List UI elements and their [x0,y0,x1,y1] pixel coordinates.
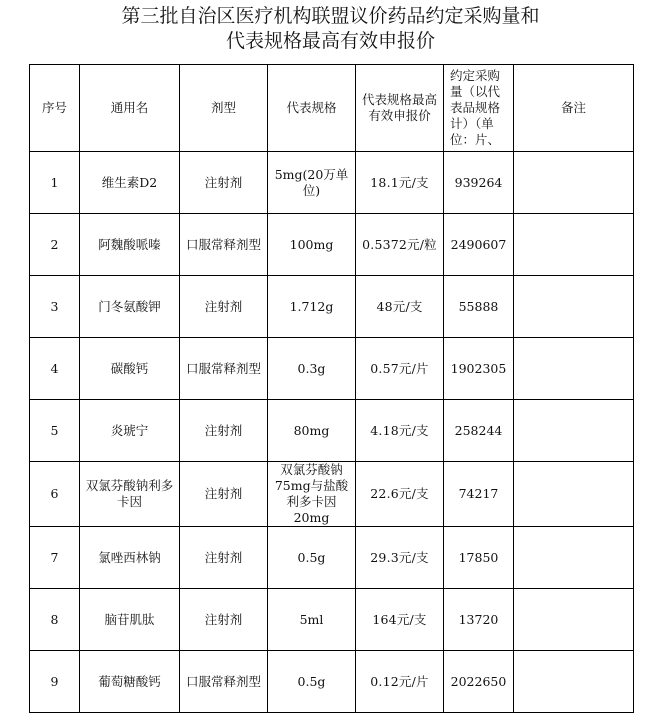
document-title [0,4,661,54]
cell-price: 48元/支 [356,276,444,338]
cell-name: 脑苷肌肽 [80,589,180,651]
cell-quantity: 17850 [444,527,514,589]
table-row [30,462,634,527]
cell-index: 7 [30,527,80,589]
header-quantity: 约定采购量（以代表品规格计）（单位：片、 [444,65,514,152]
cell-name: 碳酸钙 [80,338,180,400]
cell-index: 4 [30,338,80,400]
cell-price: 0.5372元/粒 [356,214,444,276]
cell-spec: 0.3g [268,338,356,400]
cell-spec: 0.5g [268,527,356,589]
cell-spec: 5ml [268,589,356,651]
cell-remark [514,527,634,589]
cell-spec: 0.5g [268,651,356,713]
header-form: 剂型 [180,65,268,152]
cell-name: 葡萄糖酸钙 [80,651,180,713]
cell-index: 5 [30,400,80,462]
table-row [30,152,634,214]
header-remark: 备注 [514,65,634,152]
table-row [30,400,634,462]
table-row [30,338,634,400]
cell-name: 维生素D2 [80,152,180,214]
cell-form: 口服常释剂型 [180,214,268,276]
table-row [30,214,634,276]
cell-name: 门冬氨酸钾 [80,276,180,338]
cell-name: 炎琥宁 [80,400,180,462]
cell-form: 注射剂 [180,400,268,462]
cell-spec: 100mg [268,214,356,276]
cell-remark [514,400,634,462]
cell-form: 注射剂 [180,152,268,214]
cell-form: 注射剂 [180,527,268,589]
cell-name: 氯唑西林钠 [80,527,180,589]
cell-form: 口服常释剂型 [180,338,268,400]
price-table [29,64,634,713]
cell-quantity: 55888 [444,276,514,338]
cell-price: 18.1元/支 [356,152,444,214]
cell-quantity: 74217 [444,462,514,527]
cell-quantity: 1902305 [444,338,514,400]
table-row [30,589,634,651]
title-line-2: 代表规格最高有效申报价 [225,30,435,52]
cell-quantity: 2490607 [444,214,514,276]
cell-remark [514,214,634,276]
cell-quantity: 258244 [444,400,514,462]
table-row [30,651,634,713]
cell-price: 22.6元/支 [356,462,444,527]
cell-spec: 双氯芬酸钠75mg与盐酸利多卡因20mg [268,462,356,527]
cell-spec: 80mg [268,400,356,462]
cell-price: 29.3元/支 [356,527,444,589]
header-price: 代表规格最高有效申报价 [356,65,444,152]
cell-remark [514,276,634,338]
cell-price: 4.18元/支 [356,400,444,462]
cell-index: 1 [30,152,80,214]
cell-index: 8 [30,589,80,651]
cell-index: 3 [30,276,80,338]
cell-form: 注射剂 [180,276,268,338]
cell-remark [514,152,634,214]
cell-price: 164元/支 [356,589,444,651]
cell-quantity: 939264 [444,152,514,214]
table-row [30,527,634,589]
header-spec: 代表规格 [268,65,356,152]
cell-price: 0.57元/片 [356,338,444,400]
table-header-row [30,65,634,152]
cell-quantity: 13720 [444,589,514,651]
header-name: 通用名 [80,65,180,152]
cell-index: 6 [30,462,80,527]
cell-form: 口服常释剂型 [180,651,268,713]
cell-quantity: 2022650 [444,651,514,713]
cell-name: 阿魏酸哌嗪 [80,214,180,276]
cell-name: 双氯芬酸钠利多卡因 [80,462,180,527]
cell-remark [514,462,634,527]
cell-price: 0.12元/片 [356,651,444,713]
title-line-1: 第三批自治区医疗机构联盟议价药品约定采购量和 [121,5,540,27]
cell-form: 注射剂 [180,462,268,527]
cell-spec: 1.712g [268,276,356,338]
cell-spec: 5mg(20万单位) [268,152,356,214]
cell-remark [514,338,634,400]
cell-index: 2 [30,214,80,276]
header-index: 序号 [30,65,80,152]
cell-remark [514,589,634,651]
cell-form: 注射剂 [180,589,268,651]
table-row [30,276,634,338]
cell-index: 9 [30,651,80,713]
cell-remark [514,651,634,713]
